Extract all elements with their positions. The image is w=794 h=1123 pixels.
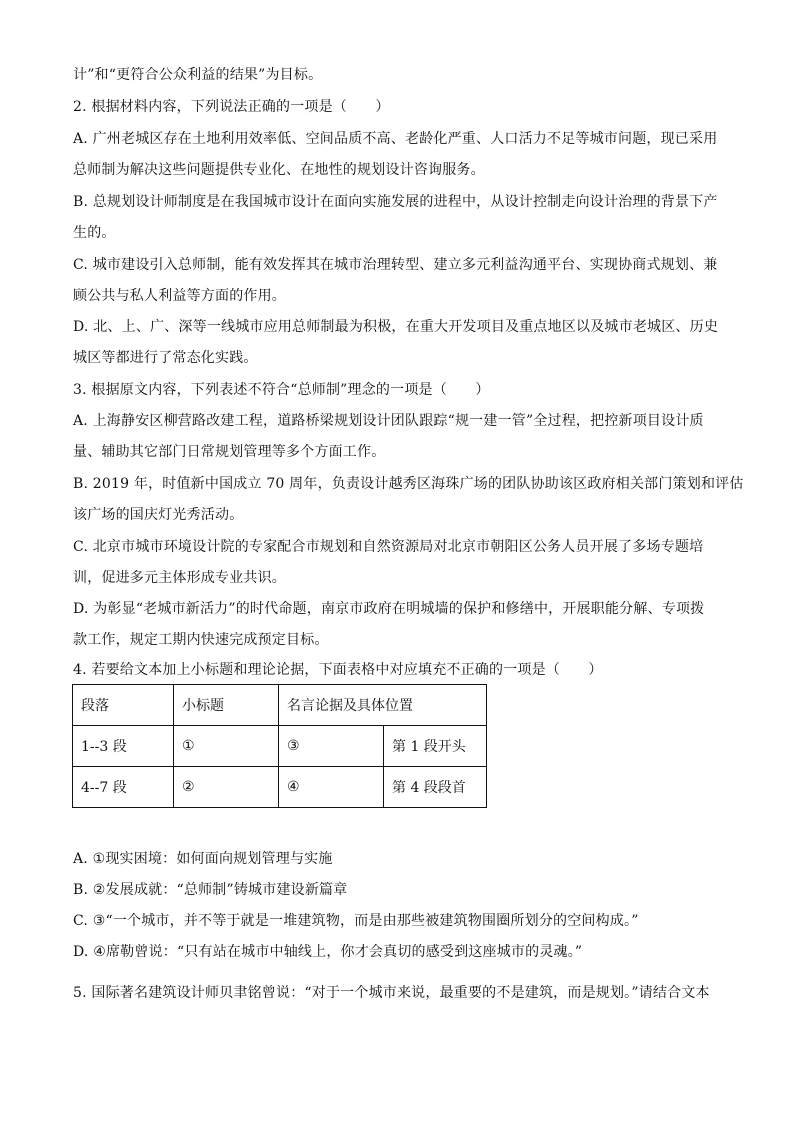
q3-option-d: D. 为彰显“老城市新活力”的时代命题，南京市政府在明城墙的保护和修缮中，开展职能分解、专项拨 bbox=[73, 601, 705, 617]
table-cell: ② bbox=[174, 767, 279, 808]
answer-table bbox=[72, 684, 487, 808]
table-cell: 第 1 段开头 bbox=[384, 726, 487, 767]
table-cell: 第 4 段段首 bbox=[384, 767, 487, 808]
text-line: 城区等都进行了常态化实践。 bbox=[73, 350, 258, 366]
q2-option-a: A. 广州老城区存在土地利用效率低、空间品质不高、老龄化严重、人口活力不足等城市问题，现已采用 bbox=[73, 131, 718, 147]
text-line: 款工作，规定工期内快速完成预定目标。 bbox=[73, 632, 329, 648]
question-5-stem: 5. 国际著名建筑设计师贝聿铭曾说：“对于一个城市来说，最重要的不是建筑，而是规划。”请结合文本 bbox=[73, 985, 710, 1001]
q2-option-b: B. 总规划设计师制度是在我国城市设计在面向实施发展的进程中，从设计控制走向设计治理的背景下产 bbox=[73, 194, 718, 210]
question-4-stem: 4. 若要给文本加上小标题和理论论据，下面表格中对应填充不正确的一项是（ ） bbox=[73, 662, 603, 678]
q3-option-a: A. 上海静安区柳营路改建工程，道路桥梁规划设计团队跟踪“规一建一管”全过程，把控新项目设计质 bbox=[73, 413, 704, 429]
text-line: 生的。 bbox=[73, 225, 116, 241]
table-cell: ④ bbox=[279, 767, 384, 808]
question-2-stem: 2. 根据材料内容，下列说法正确的一项是（ ） bbox=[73, 99, 390, 115]
table-cell: 4--7 段 bbox=[73, 767, 174, 808]
q2-option-d: D. 北、上、广、深等一线城市应用总师制最为积极，在重大开发项目及重点地区以及城市老城区、历史 bbox=[73, 319, 719, 335]
question-3-stem: 3. 根据原文内容，下列表述不符合“总师制”理念的一项是（ ） bbox=[73, 382, 490, 398]
q4-option-a: A. ①现实困境：如何面向规划管理与实施 bbox=[73, 851, 333, 867]
text-line: 训，促进多元主体形成专业共识。 bbox=[73, 570, 286, 586]
table-row bbox=[73, 726, 487, 767]
table-cell: ① bbox=[174, 726, 279, 767]
table-cell: ③ bbox=[279, 726, 384, 767]
table-row bbox=[73, 767, 487, 808]
text-line: 顾公共与私人利益等方面的作用。 bbox=[73, 288, 286, 304]
table-cell: 1--3 段 bbox=[73, 726, 174, 767]
q3-option-c: C. 北京市城市环境设计院的专家配合市规划和自然资源局对北京市朝阳区公务人员开展了多场专题培 bbox=[73, 539, 704, 555]
q4-option-b: B. ②发展成就：“总师制”铸城市建设新篇章 bbox=[73, 882, 348, 898]
text-line: 计”和“更符合公众利益的结果”为目标。 bbox=[73, 67, 323, 83]
text-line: 该广场的国庆灯光秀活动。 bbox=[73, 507, 244, 523]
table-header: 段落 bbox=[73, 685, 174, 726]
table-header: 名言论据及具体位置 bbox=[279, 685, 487, 726]
q2-option-c: C. 城市建设引入总师制，能有效发挥其在城市治理转型、建立多元利益沟通平台、实现协商式规划、兼 bbox=[73, 257, 718, 273]
q4-option-d: D. ④席勒曾说：“只有站在城市中轴线上，你才会真切的感受到这座城市的灵魂。” bbox=[73, 944, 583, 960]
q4-option-c: C. ③“一个城市，并不等于就是一堆建筑物，而是由那些被建筑物围圈所划分的空间构成。” bbox=[73, 913, 639, 929]
text-line: 总师制为解决这些问题提供专业化、在地性的规划设计咨询服务。 bbox=[73, 162, 485, 178]
table-header: 小标题 bbox=[174, 685, 279, 726]
q3-option-b: B. 2019 年，时值新中国成立 70 周年，负责设计越秀区海珠广场的团队协助该区政府相关部门策划和评估 bbox=[73, 476, 744, 492]
table-header-row bbox=[73, 685, 487, 726]
text-line: 量、辅助其它部门日常规划管理等多个方面工作。 bbox=[73, 444, 386, 460]
